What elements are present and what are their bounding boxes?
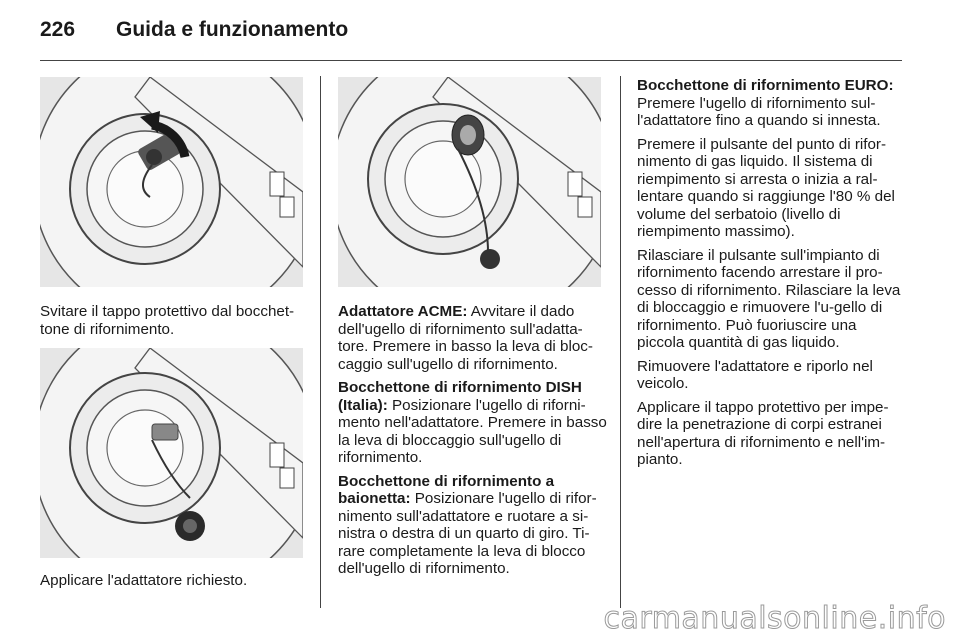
- paragraph-press-button: Premere il pulsante del punto di rifor-nimento di gas liquido. Il sistema di riempimento si arresta o inizia a ral-lentare quando si raggiunge l'80 % del volume del serbatoio (livello di riempimento massimo).: [637, 135, 895, 240]
- header-rule: [40, 60, 902, 61]
- column-3-text: [637, 77, 907, 475]
- figure-acme-adapter: [338, 77, 601, 287]
- figure-unscrew-cap: [40, 77, 303, 287]
- paragraph-remove-adapter: Rimuovere l'adattatore e riporlo nel veicolo.: [637, 357, 873, 392]
- column-divider-1: [320, 76, 321, 608]
- figure-apply-adapter: [40, 348, 303, 558]
- paragraph-acme: Adattatore ACME: Avvitare il dado dell'ugello di rifornimento sull'adatta-tore. Premere in basso la leva di bloc-caggio sull'ugello di rifornimento.: [338, 303, 593, 373]
- paragraph-baionetta: Bocchettone di rifornimento a baionetta: Posizionare l'ugello di rifor-nimento sull'adattatore e ruotare a si-nistra o destra di un quarto di giro. Ti-rare completamente la leva di blocco dell'ugello di rifornimento.: [338, 472, 597, 577]
- column-2-text: [338, 303, 613, 584]
- caption-unscrew-cap: Svitare il tappo protettivo dal bocchet-tone di rifornimento.: [40, 303, 295, 338]
- paragraph-release-button: Rilasciare il pulsante sull'impianto di rifornimento facendo arrestare il pro-cesso di rifornimento. Rilasciare la leva di bloccaggio e rimuovere l'u-gello di rifornimento. Può fuoriuscire una piccola quantità di gas liquido.: [637, 246, 901, 351]
- paragraph-apply-cap: Applicare il tappo protettivo per impe-dire la penetrazione di corpi estranei nell'apertura di rifornimento e nell'im-pianto.: [637, 398, 889, 468]
- page-number: 226: [40, 18, 76, 41]
- watermark: carmanualsonline.info: [603, 601, 946, 636]
- column-divider-2: [620, 76, 621, 608]
- paragraph-dish: Bocchettone di rifornimento DISH (Italia): Posizionare l'ugello di riforni-mento nell'adattatore. Premere in basso la leva di bloccaggio sull'ugello di rifornimento.: [338, 379, 607, 466]
- paragraph-euro: Bocchettone di rifornimento EURO: Premere l'ugello di rifornimento sul-l'adattatore fino a quando si innesta.: [637, 77, 894, 129]
- page-title: Guida e funzionamento: [116, 18, 349, 41]
- caption-apply-adapter: Applicare l'adattatore richiesto.: [40, 572, 248, 589]
